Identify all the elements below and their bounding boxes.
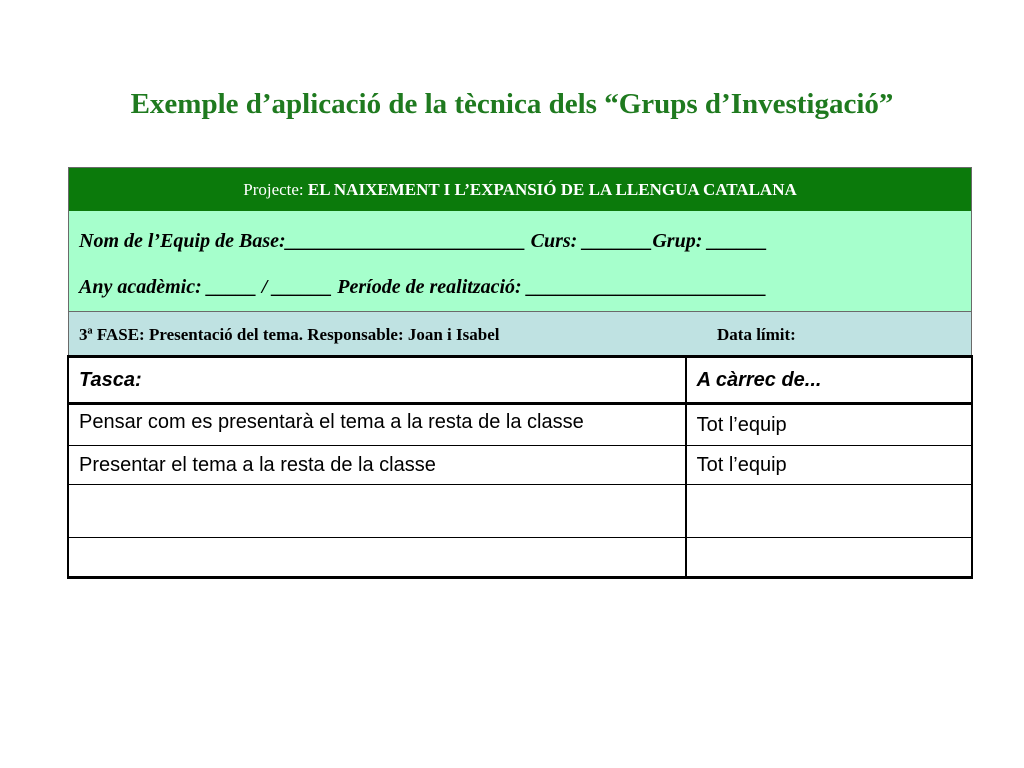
tasks-table bbox=[67, 355, 973, 579]
table-row bbox=[68, 446, 972, 485]
phase-bar bbox=[69, 312, 971, 356]
team-name-line: Nom de l’Equip de Base:________________________ Curs: _______Grup: ______ bbox=[79, 230, 768, 252]
assignee-cell bbox=[686, 485, 972, 538]
assignee-cell bbox=[686, 538, 972, 578]
task-cell bbox=[68, 485, 686, 538]
academic-year-line: Any acadèmic: _____ / ______ Període de realització: ________________________ bbox=[79, 276, 767, 298]
task-text: Pensar com es presentarà el tema a la resta de la classe bbox=[79, 411, 584, 433]
header-assignee: A càrrec de... bbox=[686, 357, 972, 404]
task-cell bbox=[68, 538, 686, 578]
table-row bbox=[68, 404, 972, 446]
header-task: Tasca: bbox=[68, 357, 686, 404]
team-info bbox=[69, 211, 971, 312]
task-cell: Presentar el tema a la resta de la classe bbox=[68, 446, 686, 485]
task-cell bbox=[68, 404, 686, 446]
table-row bbox=[68, 538, 972, 578]
table-header-row bbox=[68, 357, 972, 404]
project-header bbox=[69, 168, 971, 212]
phase-text: 3ª FASE: Presentació del tema. Responsable: Joan i Isabel bbox=[79, 325, 500, 344]
deadline-label: Data límit: bbox=[717, 325, 796, 344]
project-prefix: Projecte: bbox=[243, 179, 304, 199]
table-row bbox=[68, 485, 972, 538]
page-title: Exemple d’aplicació de la tècnica dels “Grups d’Investigació” bbox=[130, 88, 894, 120]
assignee-cell: Tot l’equip bbox=[686, 446, 972, 485]
assignee-cell: Tot l’equip bbox=[686, 404, 972, 446]
project-info-box bbox=[68, 167, 972, 355]
project-name: EL NAIXEMENT I L’EXPANSIÓ DE LA LLENGUA CATALANA bbox=[307, 179, 797, 199]
